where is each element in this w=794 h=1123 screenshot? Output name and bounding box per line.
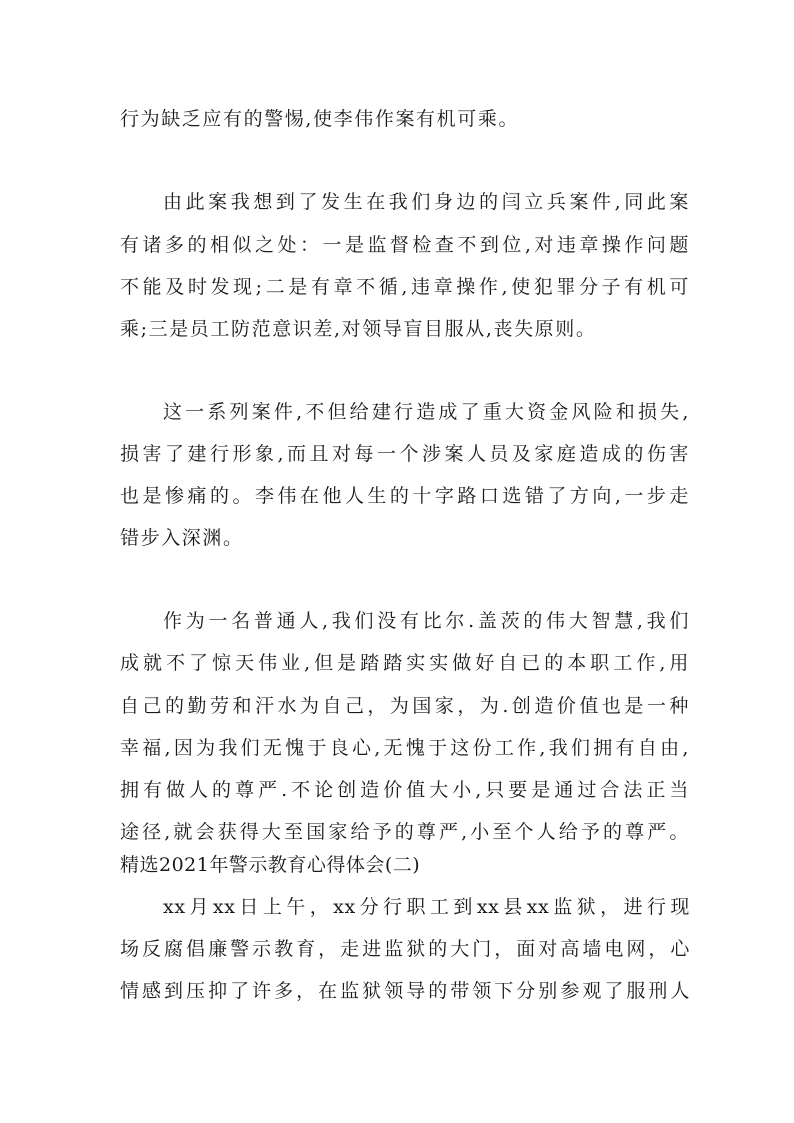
paragraph-3-line-1: 这一系列案件,不但给建行造成了重大资金风险和损失,: [163, 401, 690, 423]
paragraph-2-line-3: 不能及时发现;二是有章不循,违章操作,使犯罪分子有机可: [120, 276, 690, 298]
paragraph-2-line-4: 乘;三是员工防范意识差,对领导盲目服从,丧失原则。: [120, 318, 597, 340]
paragraph-4-line-3: 自己的勤劳和汗水为自己，为国家，为.创造价值也是一种: [120, 695, 690, 717]
paragraph-4-line-2: 成就不了惊天伟业,但是踏踏实实做好自已的本职工作,用: [120, 652, 690, 674]
paragraph-4-line-6: 途径,就会获得大至国家给予的尊严,小至个人给予的尊严。: [120, 821, 690, 843]
paragraph-2-line-1: 由此案我想到了发生在我们身边的闫立兵案件,同此案: [163, 191, 690, 213]
section-heading: 精选2021年警示教育心得体会(二): [120, 854, 421, 876]
paragraph-1-line-1: 行为缺乏应有的警惕,使李伟作案有机可乘。: [120, 108, 520, 130]
paragraph-4-line-5: 拥有做人的尊严.不论创造价值大小,只要是通过合法正当: [120, 779, 690, 801]
paragraph-4-line-1: 作为一名普通人,我们没有比尔.盖茨的伟大智慧,我们: [163, 610, 690, 632]
paragraph-3-line-4: 错步入深渊。: [120, 527, 244, 549]
paragraph-4-line-4: 幸福,因为我们无愧于良心,无愧于这份工作,我们拥有自由,: [120, 737, 690, 759]
paragraph-5-line-3: 情感到压抑了许多，在监狱领导的带领下分别参观了服刑人: [120, 980, 690, 1002]
paragraph-5-line-2: 场反腐倡廉警示教育，走进监狱的大门，面对高墙电网，心: [120, 938, 690, 960]
paragraph-3-line-2: 损害了建行形象,而且对每一个涉案人员及家庭造成的伤害: [120, 443, 690, 465]
paragraph-5-line-1: xx月xx日上午，xx分行职工到xx县xx监狱，进行现: [163, 896, 690, 918]
paragraph-2-line-2: 有诸多的相似之处：一是监督检查不到位,对违章操作问题: [120, 234, 690, 256]
paragraph-3-line-3: 也是惨痛的。李伟在他人生的十字路口选错了方向,一步走: [120, 485, 690, 507]
